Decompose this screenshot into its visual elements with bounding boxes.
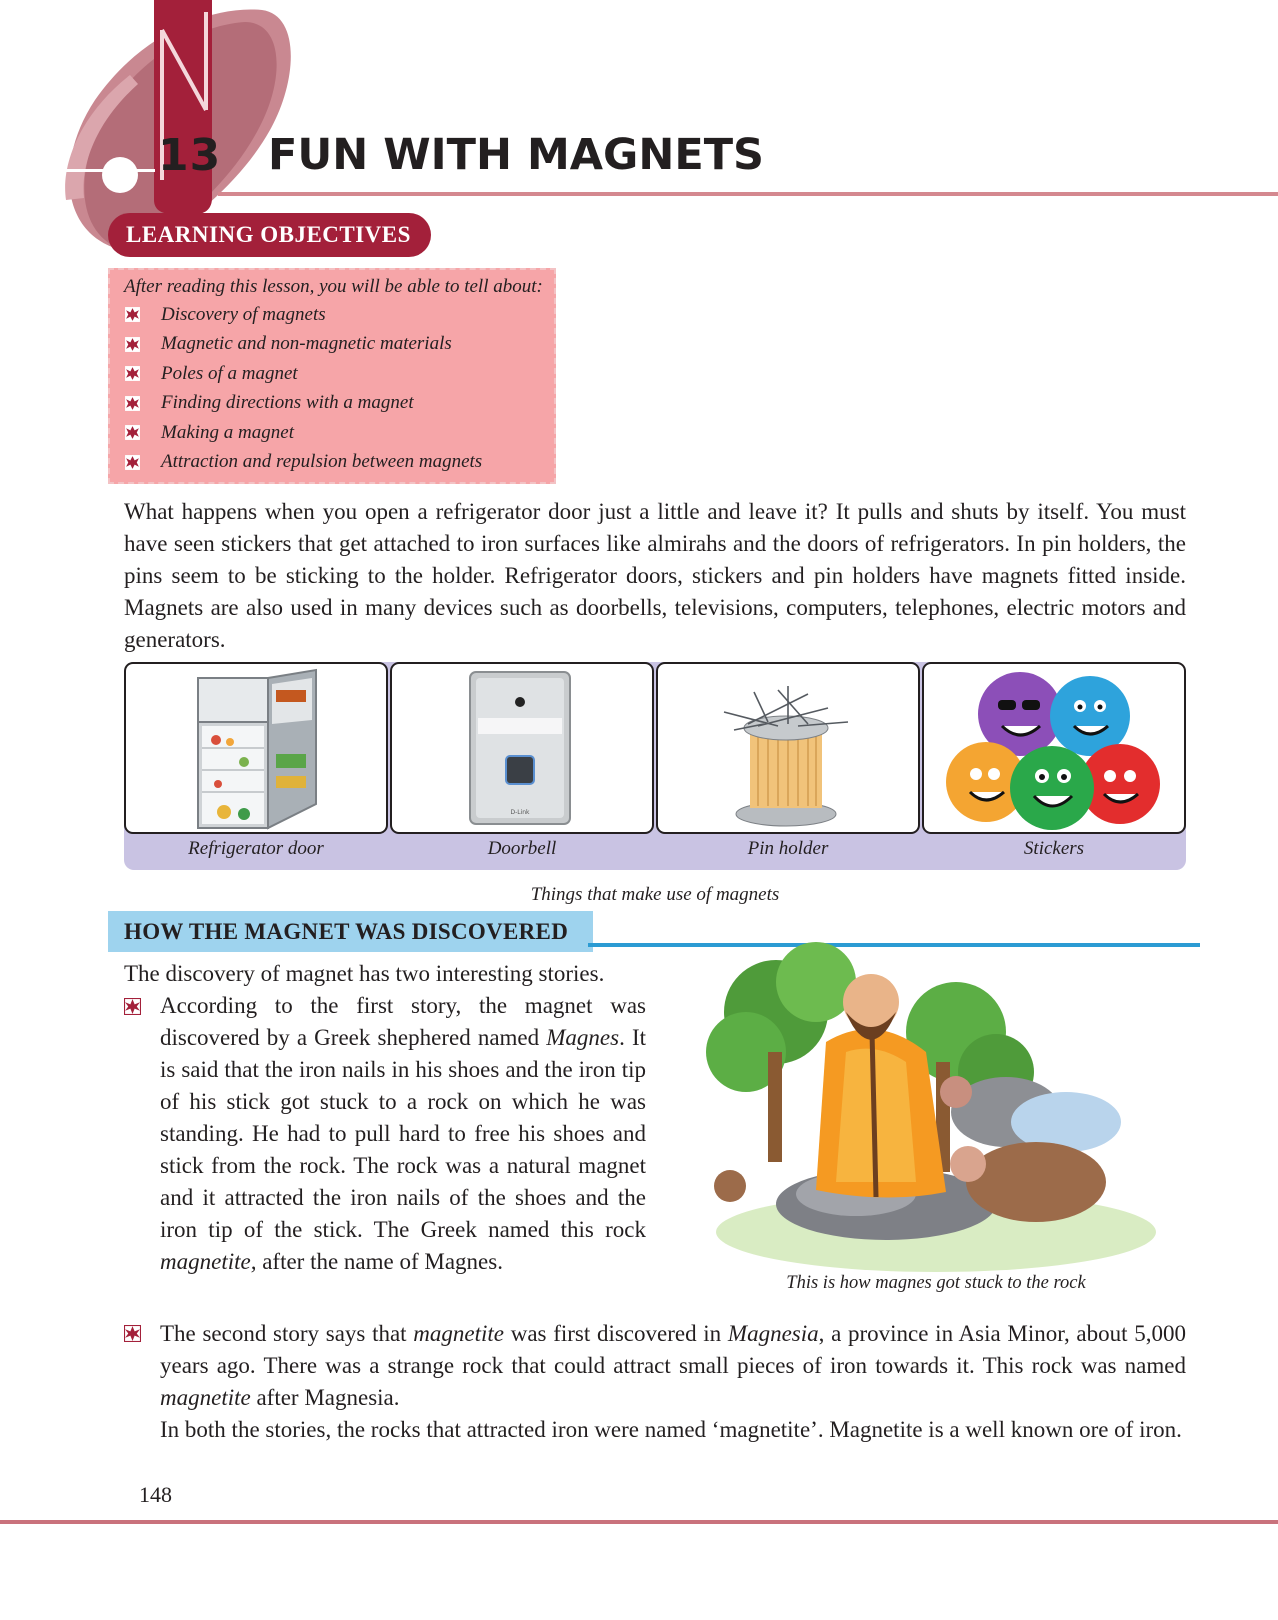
- story-two-place: Magnesia: [727, 1321, 819, 1346]
- page-number: 148: [139, 1482, 172, 1507]
- pin-holder-icon: [658, 664, 918, 832]
- cross-bullet-icon: [124, 454, 141, 471]
- shepherd-illustration: [706, 942, 1166, 1272]
- cross-bullet-icon: [124, 365, 141, 382]
- section-heading: HOW THE MAGNET WAS DISCOVERED: [124, 919, 569, 944]
- chapter-title: FUN WITH MAGNETS: [268, 130, 764, 180]
- story-two-part2: was first discovered in: [504, 1321, 728, 1346]
- doorbell-brand: D-Link: [510, 809, 530, 816]
- story-two-term1: magnetite: [413, 1321, 504, 1346]
- cross-bullet-icon: [124, 424, 141, 441]
- refrigerator-icon: [126, 664, 386, 832]
- story-one-part3: after the name of Magnes.: [256, 1249, 503, 1274]
- doorbell-image-cell: [390, 662, 654, 834]
- cross-bullet-icon: [124, 1325, 141, 1342]
- objective-text: Magnetic and non-magnetic materials: [161, 333, 452, 355]
- objective-item: [124, 418, 554, 448]
- pin-holder-image-cell: [656, 662, 920, 834]
- story-one-text: [160, 990, 646, 1278]
- doorbell-icon: [392, 664, 652, 832]
- objective-item: [124, 300, 554, 330]
- objective-item: [124, 448, 554, 478]
- objective-item: [124, 330, 554, 360]
- title-rule: [218, 192, 1278, 196]
- cross-bullet-icon: [124, 395, 141, 412]
- story-two-term2: magnetite: [160, 1385, 251, 1410]
- refrigerator-image-cell: [124, 662, 388, 834]
- story-one-part1: According to the first story, the magnet was discovered by a Greek shephered named: [160, 993, 646, 1050]
- objective-text: Poles of a magnet: [161, 362, 298, 384]
- story-one-name: Magnes: [546, 1025, 620, 1050]
- magnet-uses-figure-strip: [124, 662, 1186, 870]
- cross-bullet-icon: [124, 306, 141, 323]
- stickers-image-cell: [922, 662, 1186, 834]
- objective-text: Making a magnet: [161, 421, 294, 443]
- footer-rule: [0, 1520, 1278, 1524]
- story-one-rock: magnetite,: [160, 1249, 257, 1274]
- cross-bullet-icon: [124, 998, 141, 1015]
- story-two-text: [160, 1318, 1186, 1414]
- conclusion-text: In both the stories, the rocks that attracted iron were named ‘magnetite’. Magnetite is a well known ore of iron.: [160, 1417, 1182, 1442]
- story-two-part1: The second story says that: [160, 1321, 414, 1346]
- objective-text: Attraction and repulsion between magnets: [161, 451, 483, 473]
- objectives-intro: After reading this lesson, you will be able to tell about:: [124, 276, 543, 297]
- figure-label: Pin holder: [747, 838, 829, 859]
- discovery-intro: The discovery of magnet has two interesting stories.: [124, 961, 605, 986]
- smiley-stickers-icon: [924, 664, 1184, 832]
- story-two-part4: after Magnesia.: [250, 1385, 400, 1410]
- chapter-number: 13: [158, 130, 222, 181]
- cross-bullet-icon: [124, 336, 141, 353]
- story-one-part2: . It is said that the iron nails in his shoes and the iron tip of his stick got stuck to a rock on which he was standing. He had to pull hard to free his shoes and stick from the rock. The rock was a natural magnet and it attracted the iron nails of the shoes and the iron tip of the stick. The Greek named this rock: [160, 1025, 646, 1242]
- objective-text: Discovery of magnets: [161, 303, 326, 325]
- illustration-caption: This is how magnes got stuck to the rock: [786, 1273, 1086, 1293]
- objective-text: Finding directions with a magnet: [161, 392, 414, 414]
- objective-item: [124, 389, 554, 419]
- learning-objectives-badge: LEARNING OBJECTIVES: [108, 213, 431, 257]
- figure-label: Doorbell: [487, 838, 557, 859]
- learning-objectives-box: [108, 268, 556, 484]
- objective-item: [124, 359, 554, 389]
- intro-paragraph: What happens when you open a refrigerator door just a little and leave it? It pulls and shuts by itself. You must have seen stickers that get attached to iron surfaces like almirahs and the doors of refrigerators. In pin holders, the pins seem to be sticking to the holder. Refrigerator doors, stickers and pin holders have magnets fitted inside. Magnets are also used in many devices such as doorbells, televisions, computers, telephones, electric motors and generators.: [124, 499, 1186, 652]
- figure-caption: Things that make use of magnets: [530, 884, 780, 905]
- figure-label: Stickers: [1023, 838, 1085, 859]
- story-two-part3: , a province in Asia Minor, about 5,000 years ago. There was a strange rock that could attract small pieces of iron towards it. This rock was named: [160, 1321, 1186, 1378]
- figure-label: Refrigerator door: [188, 838, 324, 859]
